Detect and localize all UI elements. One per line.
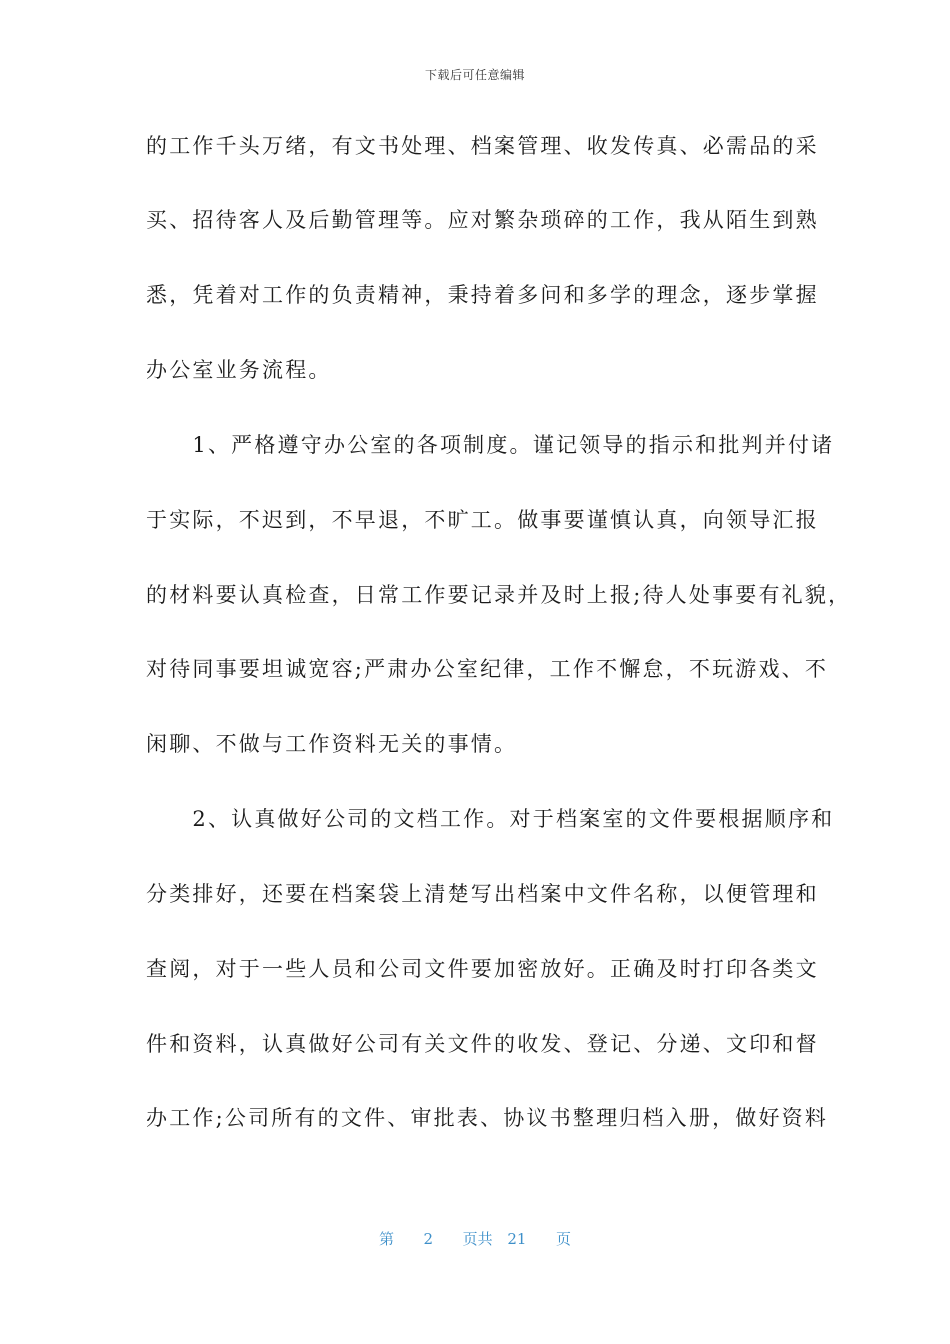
page-footer — [0, 1228, 950, 1249]
text-line: 于实际，不迟到，不早退，不旷工。做事要谨慎认真，向领导汇报 — [146, 508, 819, 532]
text-line: 的工作千头万绪，有文书处理、档案管理、收发传真、必需品的采 — [146, 134, 819, 158]
text-line: 买、招待客人及后勤管理等。应对繁杂琐碎的工作，我从陌生到熟 — [146, 208, 819, 232]
text-line: 1、严格遵守办公室的各项制度。谨记领导的指示和批判并付诸 — [146, 433, 835, 457]
text-line: 对待同事要坦诚宽容;严肃办公室纪律，工作不懈怠，不玩游戏、不 — [146, 657, 829, 681]
text-line: 办工作;公司所有的文件、审批表、协议书整理归档入册，做好资料 — [146, 1106, 829, 1130]
text-line: 闲聊、不做与工作资料无关的事情。 — [146, 732, 518, 756]
text-line: 查阅，对于一些人员和公司文件要加密放好。正确及时打印各类文 — [146, 957, 819, 981]
text-line: 分类排好，还要在档案袋上清楚写出档案中文件名称，以便管理和 — [146, 882, 819, 906]
text-line: 悉，凭着对工作的负责精神，秉持着多问和多学的理念，逐步掌握 — [146, 283, 819, 307]
page-header: 下载后可任意编辑 — [424, 68, 525, 82]
page-number: 第 2 页共 21 页 — [378, 1230, 571, 1248]
text-line: 办公室业务流程。 — [146, 358, 332, 382]
text-line: 的材料要认真检查，日常工作要记录并及时上报;待人处事要有礼貌， — [146, 583, 852, 607]
text-line: 2、认真做好公司的文档工作。对于档案室的文件要根据顺序和 — [146, 807, 835, 831]
text-line: 件和资料，认真做好公司有关文件的收发、登记、分递、文印和督 — [146, 1032, 819, 1056]
